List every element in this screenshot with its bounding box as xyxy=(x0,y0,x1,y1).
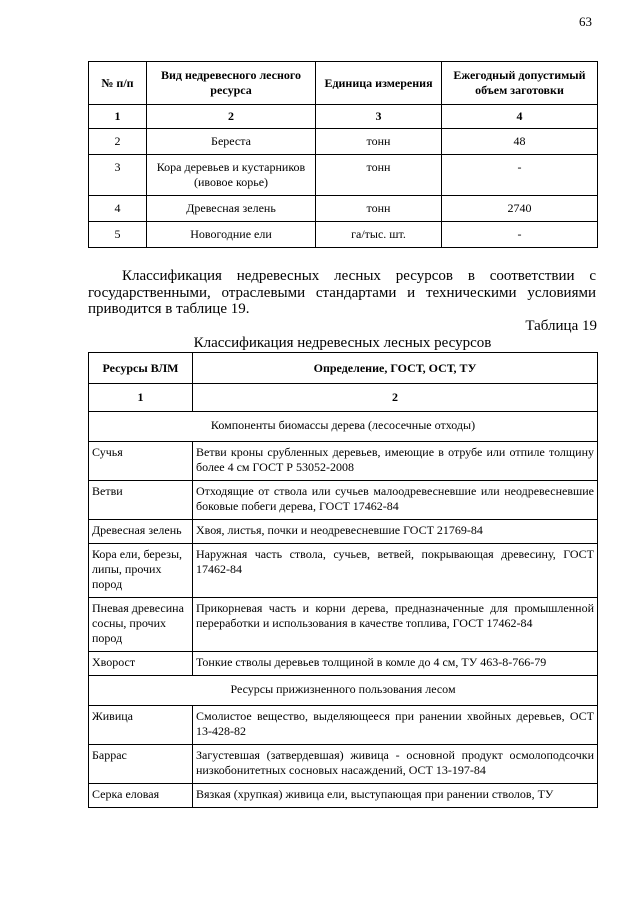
definition: Вязкая (хрупкая) живица ели, выступающая при ранении стволов, ТУ xyxy=(193,784,598,808)
definition: Смолистое вещество, выделяющееся при ранении хвойных деревьев, ОСТ 13-428-82 xyxy=(193,706,598,745)
col-number: 2 xyxy=(193,384,598,412)
table-row xyxy=(89,706,598,745)
row-number: 3 xyxy=(89,155,147,196)
col-number: 1 xyxy=(89,105,147,129)
resource-type: Новогодние ели xyxy=(147,222,316,248)
table-row xyxy=(89,544,598,598)
table-header-row xyxy=(89,62,598,105)
section-row xyxy=(89,676,598,706)
section-title: Компоненты биомассы дерева (лесосечные отходы) xyxy=(89,412,598,442)
unit: тонн xyxy=(316,196,442,222)
table-row xyxy=(89,745,598,784)
table-label: Таблица 19 xyxy=(525,318,597,334)
resource-name: Сучья xyxy=(89,442,193,481)
table-row xyxy=(89,222,598,248)
definition: Хвоя, листья, почки и неодревесневшие ГОСТ 21769-84 xyxy=(193,520,598,544)
definition: Отходящие от ствола или сучьев малоодревесневшие или неодревесневшие боковые побеги дерева, ГОСТ 17462-84 xyxy=(193,481,598,520)
table-18 xyxy=(88,61,598,248)
table-row xyxy=(89,129,598,155)
row-number: 4 xyxy=(89,196,147,222)
col-number: 2 xyxy=(147,105,316,129)
volume: - xyxy=(442,155,598,196)
table-row xyxy=(89,196,598,222)
row-number: 2 xyxy=(89,129,147,155)
table-row xyxy=(89,481,598,520)
table-row xyxy=(89,598,598,652)
resource-type: Береста xyxy=(147,129,316,155)
resource-name: Живица xyxy=(89,706,193,745)
body-paragraph: Классификация недревесных лесных ресурсов в соответствии с государственными, отраслевыми стандартами и техническими условиями приводится в таблице 19. xyxy=(88,268,596,317)
resource-name: Баррас xyxy=(89,745,193,784)
header-num: № п/п xyxy=(89,62,147,105)
resource-type: Древесная зелень xyxy=(147,196,316,222)
volume: 2740 xyxy=(442,196,598,222)
resource-name: Хворост xyxy=(89,652,193,676)
row-number: 5 xyxy=(89,222,147,248)
definition: Тонкие стволы деревьев толщиной в комле до 4 см, ТУ 463-8-766-79 xyxy=(193,652,598,676)
col-number: 4 xyxy=(442,105,598,129)
unit: тонн xyxy=(316,155,442,196)
column-number-row xyxy=(89,105,598,129)
table-caption: Классификация недревесных лесных ресурсов xyxy=(193,335,492,351)
unit: тонн xyxy=(316,129,442,155)
header-unit: Единица измерения xyxy=(316,62,442,105)
table-19 xyxy=(88,352,598,808)
column-number-row xyxy=(89,384,598,412)
col-number: 3 xyxy=(316,105,442,129)
volume: 48 xyxy=(442,129,598,155)
definition: Прикорневая часть и корни дерева, предназначенные для промышленной переработки и использования в качестве топлива, ГОСТ 17462-84 xyxy=(193,598,598,652)
resource-name: Древесная зелень xyxy=(89,520,193,544)
resource-name: Серка еловая xyxy=(89,784,193,808)
resource-name: Ветви xyxy=(89,481,193,520)
section-title: Ресурсы прижизненного пользования лесом xyxy=(89,676,598,706)
section-row xyxy=(89,412,598,442)
header-resource-type: Вид недревесного лесного ресурса xyxy=(147,62,316,105)
definition: Наружная часть ствола, сучьев, ветвей, покрывающая древесину, ГОСТ 17462-84 xyxy=(193,544,598,598)
volume: - xyxy=(442,222,598,248)
table-row xyxy=(89,784,598,808)
table-row xyxy=(89,155,598,196)
unit: га/тыс. шт. xyxy=(316,222,442,248)
table-row xyxy=(89,652,598,676)
header-definition: Определение, ГОСТ, ОСТ, ТУ xyxy=(193,353,598,384)
table-row xyxy=(89,442,598,481)
resource-type: Кора деревьев и кустарников (ивовое корье) xyxy=(147,155,316,196)
table-header-row xyxy=(89,353,598,384)
definition: Ветви кроны срубленных деревьев, имеющие в отрубе или отпиле толщину более 4 см ГОСТ Р 53052-2008 xyxy=(193,442,598,481)
header-volume: Ежегодный допустимый объем заготовки xyxy=(442,62,598,105)
page-number: 63 xyxy=(579,14,592,29)
col-number: 1 xyxy=(89,384,193,412)
definition: Загустевшая (затвердевшая) живица - основной продукт осмолоподсочки низкобонитетных сосновых насаждений, ОСТ 13-197-84 xyxy=(193,745,598,784)
table-row xyxy=(89,520,598,544)
resource-name: Пневая древесина сосны, прочих пород xyxy=(89,598,193,652)
resource-name: Кора ели, березы, липы, прочих пород xyxy=(89,544,193,598)
header-resource: Ресурсы ВЛМ xyxy=(89,353,193,384)
